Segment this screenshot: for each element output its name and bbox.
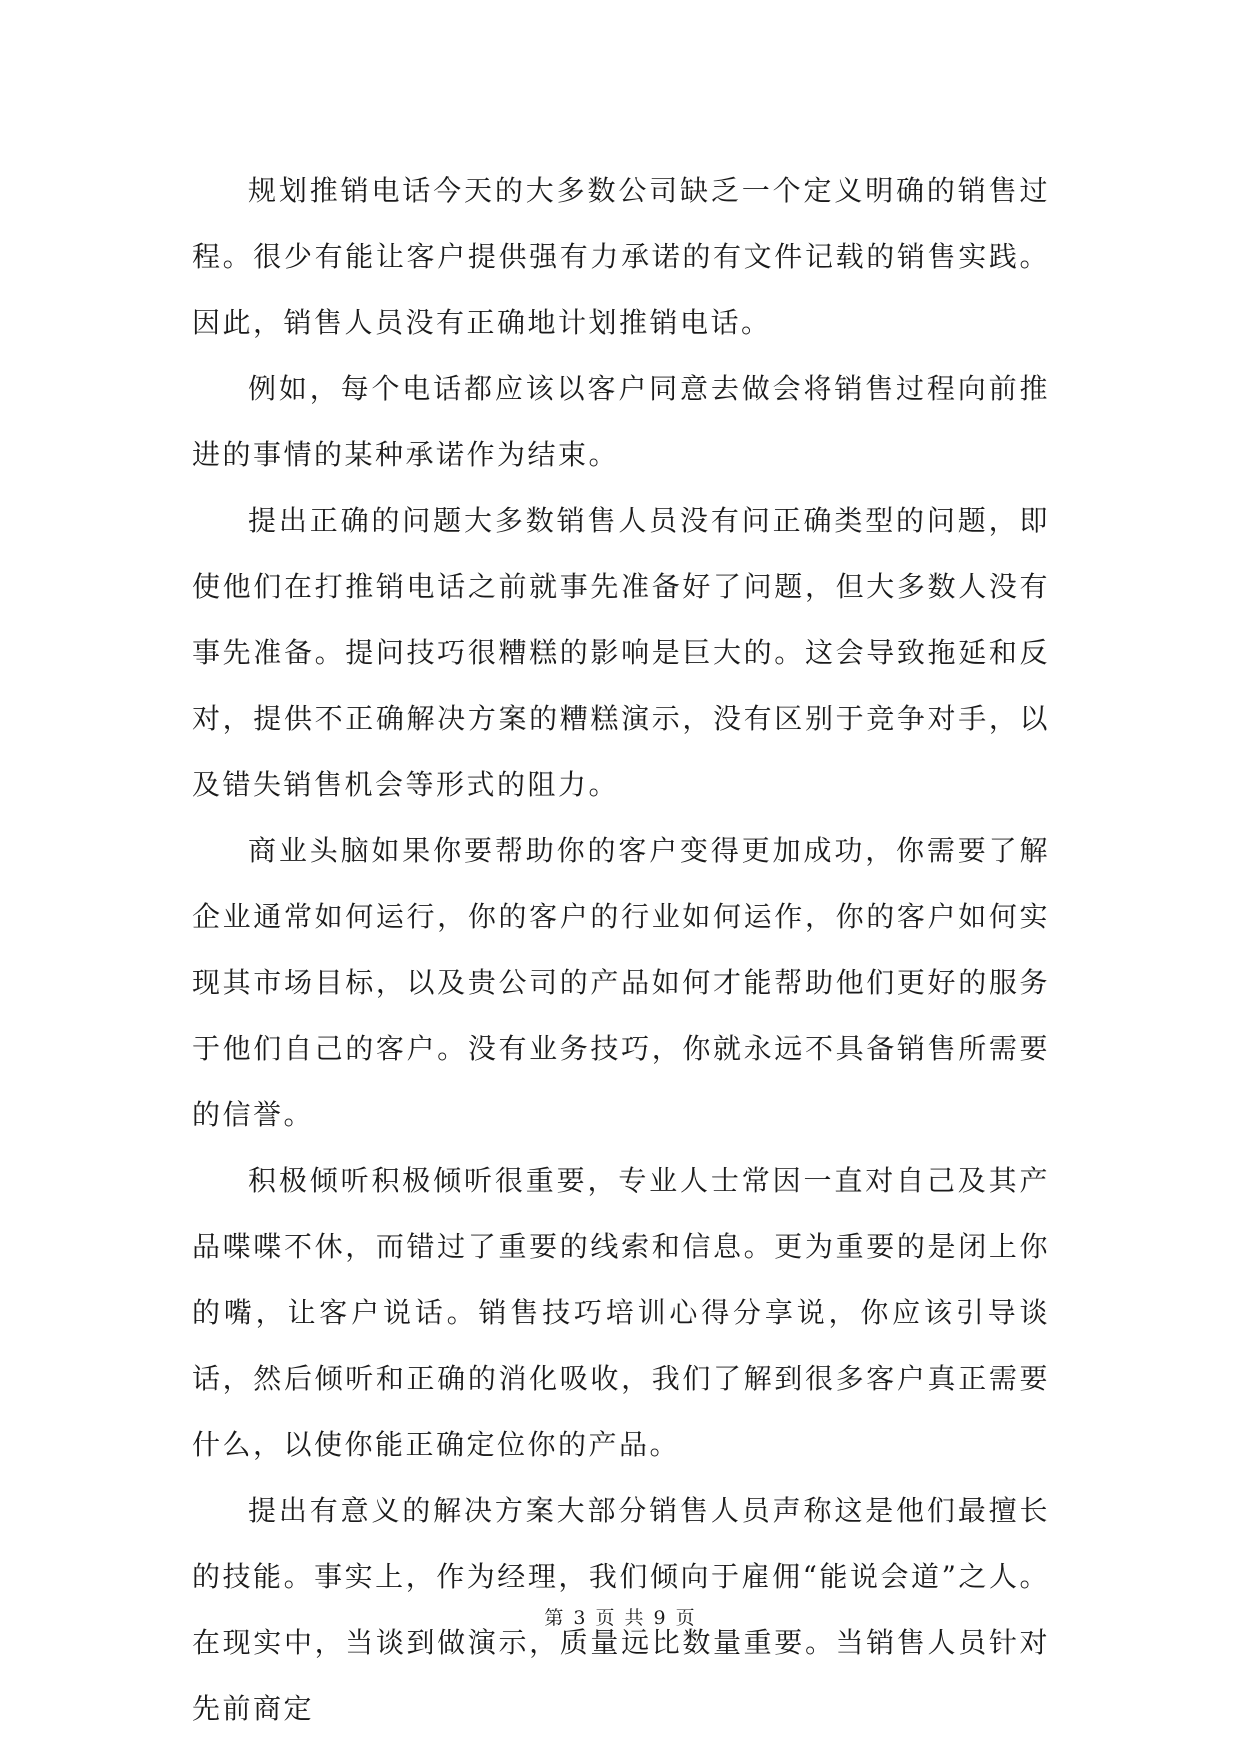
paragraph-active-listening: 积极倾听积极倾听很重要，专业人士常因一直对自己及其产品喋喋不休，而错过了重要的线索和信息。更为重要的是闭上你的嘴，让客户说话。销售技巧培训心得分享说，你应该引导谈话，然后倾听和正确的消化吸收，我们了解到很多客户真正需要什么，以使你能正确定位你的产品。 xyxy=(192,1164,1050,1461)
paragraph-example-commitment: 例如，每个电话都应该以客户同意去做会将销售过程向前推进的事情的某种承诺作为结束。 xyxy=(192,372,1050,471)
document-body xyxy=(192,158,1050,1742)
paragraph-business-acumen: 商业头脑如果你要帮助你的客户变得更加成功，你需要了解企业通常如何运行，你的客户的行业如何运作，你的客户如何实现其市场目标，以及贵公司的产品如何才能帮助他们更好的服务于他们自己的客户。没有业务技巧，你就永远不具备销售所需要的信誉。 xyxy=(192,834,1050,1131)
paragraph-planning-sales-calls: 规划推销电话今天的大多数公司缺乏一个定义明确的销售过程。很少有能让客户提供强有力承诺的有文件记载的销售实践。因此，销售人员没有正确地计划推销电话。 xyxy=(192,174,1050,339)
paragraph-meaningful-solutions: 提出有意义的解决方案大部分销售人员声称这是他们最擅长的技能。事实上，作为经理，我们倾向于雇佣“能说会道”之人。在现实中，当谈到做演示，质量远比数量重要。当销售人员针对先前商定 xyxy=(192,1494,1050,1725)
page-number-footer: 第 3 页 共 9 页 xyxy=(544,1607,697,1629)
paragraph-asking-right-questions: 提出正确的问题大多数销售人员没有问正确类型的问题，即使他们在打推销电话之前就事先准备好了问题，但大多数人没有事先准备。提问技巧很糟糕的影响是巨大的。这会导致拖延和反对，提供不正确解决方案的糟糕演示，没有区别于竞争对手，以及错失销售机会等形式的阻力。 xyxy=(192,504,1050,801)
